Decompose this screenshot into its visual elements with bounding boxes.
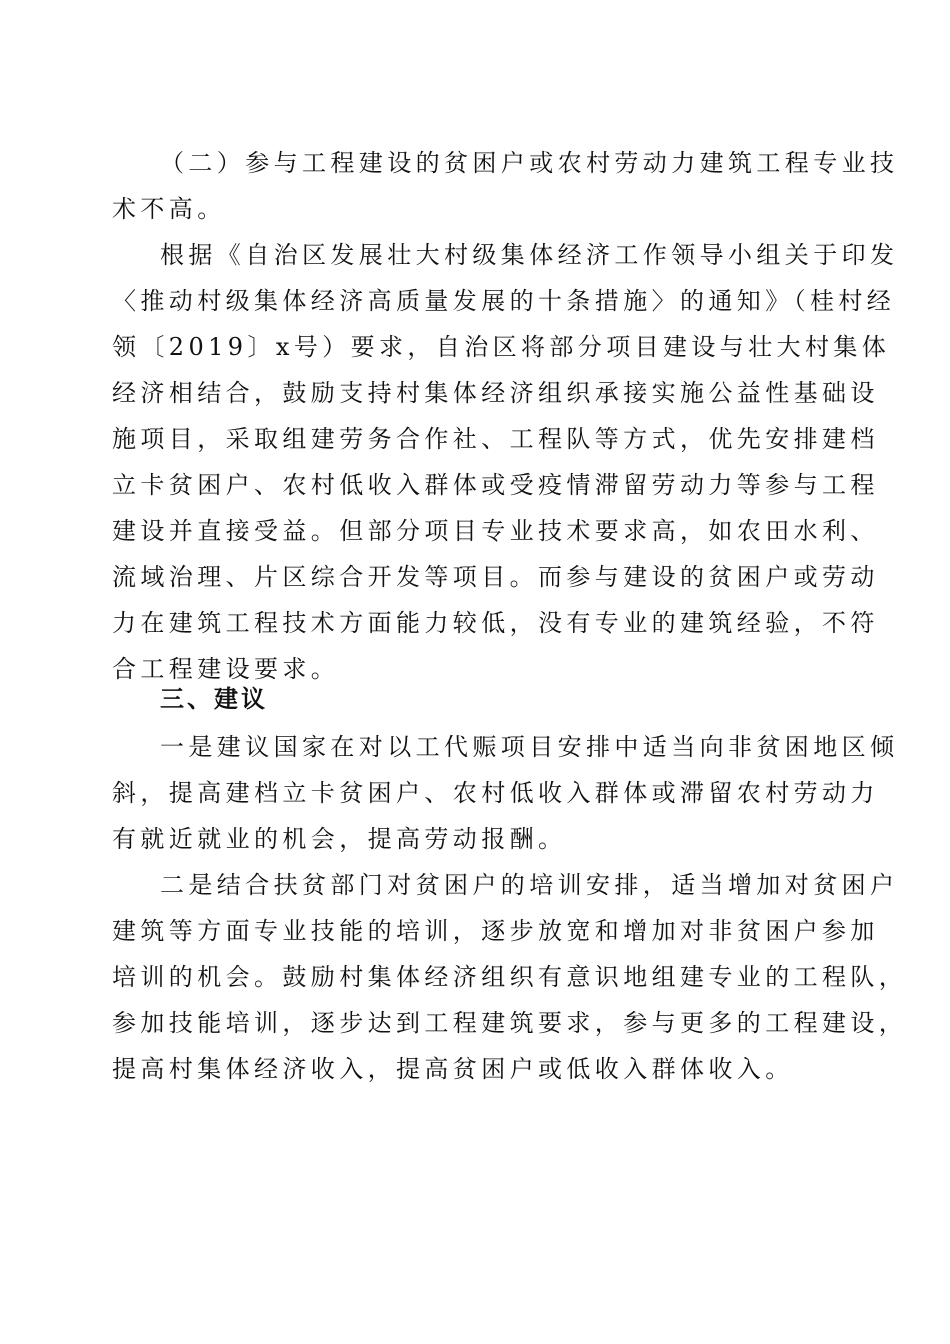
paragraph-line: （二）参与工程建设的贫困户或农村劳动力建筑工程专业技 — [160, 149, 899, 177]
paragraph-line: 流域治理、片区综合开发等项目。而参与建设的贫困户或劳动 — [112, 563, 879, 591]
paragraph-line: 领〔2019〕x号）要求，自治区将部分项目建设与壮大村集体 — [112, 333, 891, 361]
paragraph-line: 培训的机会。鼓励村集体经济组织有意识地组建专业的工程队， — [112, 963, 908, 991]
paragraph-line: 一是建议国家在对以工代赈项目安排中适当向非贫困地区倾 — [160, 733, 899, 761]
paragraph-line: 斜，提高建档立卡贫困户、农村低收入群体或滞留农村劳动力 — [112, 779, 879, 807]
section-heading: 三、建议 — [160, 685, 268, 713]
paragraph-line: 力在建筑工程技术方面能力较低，没有专业的建筑经验，不符 — [112, 609, 879, 637]
paragraph-line: 二是结合扶贫部门对贫困户的培训安排，适当增加对贫困户 — [160, 871, 899, 899]
paragraph-line: 经济相结合，鼓励支持村集体经济组织承接实施公益性基础设 — [112, 379, 879, 407]
paragraph-line: 〈推动村级集体经济高质量发展的十条措施〉的通知》（桂村经 — [112, 287, 896, 315]
paragraph-line: 施项目，采取组建劳务合作社、工程队等方式，优先安排建档 — [112, 425, 879, 453]
paragraph-line: 提高村集体经济收入，提高贫困户或低收入群体收入。 — [112, 1055, 794, 1083]
paragraph-line: 建筑等方面专业技能的培训，逐步放宽和增加对非贫困户参加 — [112, 917, 879, 945]
paragraph-line: 合工程建设要求。 — [112, 655, 340, 683]
paragraph-line: 有就近就业的机会，提高劳动报酬。 — [112, 825, 567, 853]
paragraph-line: 建设并直接受益。但部分项目专业技术要求高，如农田水利、 — [112, 517, 879, 545]
paragraph-line: 参加技能培训，逐步达到工程建筑要求，参与更多的工程建设， — [112, 1009, 908, 1037]
paragraph-line: 立卡贫困户、农村低收入群体或受疫情滞留劳动力等参与工程 — [112, 471, 879, 499]
paragraph-line: 根据《自治区发展壮大村级集体经济工作领导小组关于印发 — [160, 241, 899, 269]
paragraph-line: 术不高。 — [112, 195, 226, 223]
